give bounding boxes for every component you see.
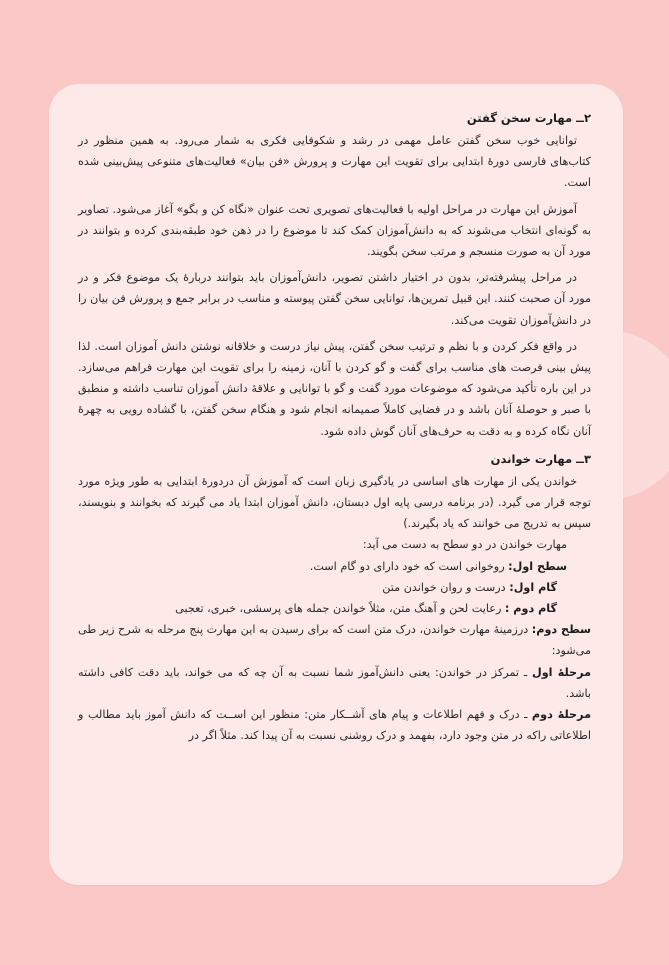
stage-2-label: مرحلهٔ دوم [531, 708, 591, 722]
step-2-label: گام دوم : [504, 602, 557, 616]
stage-1-line [78, 662, 591, 704]
stage-2-text: ـ درک و فهم اطلاعات و پیام های آشــکار متن: منظور این اســت که دانش آموز باید مطالب و اطلاعاتی راکه در متن وجود دارد، بفهمد و درک روشنی نسبت به آن پیدا کند. مثلاً اگر در [78, 708, 591, 743]
section-3-paragraph-1: خواندن یکی از مهارت های اساسی در یادگیری زبان است که آموزش آن دردورهٔ ابتدایی به طور ویژه مورد توجه قرار می گیرد. (در برنامه درسی پایه اول دبستان، دانش آموزان ابتدا یاد می گیرند که بخوانند و بنویسند، سپس به تدریج می خوانند که یاد بگیرند.) [78, 474, 591, 531]
level-2-text: درزمینهٔ مهارت خواندن، درک متن است که برای رسیدن به این مهارت پنج مرحله به شرح زیر طی می‌شود: [78, 623, 591, 658]
level-1-text: روخوانی است که خود دارای دو گام است. [309, 559, 509, 573]
section-3-heading: ۳ــ مهارت خواندن [490, 451, 591, 466]
step-1-text: درست و روان خواندن متن [382, 580, 510, 594]
stage-1-text: ـ تمرکز در خواندن: یعنی دانش‌آموز شما نسبت به آن چه که می خواند، باید دقت کافی داشته باشد. [78, 665, 591, 700]
document-body [78, 106, 591, 746]
section-2-paragraph-2: آموزش این مهارت در مراحل اولیه با فعالیت‌های تصویری تحت عنوان «نگاه کن و بگو» آغاز می‌شود. تصاویر به گونه‌ای انتخاب می‌شوند که به دانش‌آموزان کمک کند تا موضوع را در ذهن خود طبقه‌بندی کرده و بتوانند در مورد آن به صورت منسجم و مرتب سخن بگویند. [78, 202, 591, 259]
section-2-paragraph-3: در مراحل پیشرفته‌تر، بدون در اختیار داشتن تصویر، دانش‌آموزان باید بتوانند دربارهٔ یک موضوع فکر و در مورد آن صحبت کنند. این قبیل تمرین‌ها، توانایی سخن گفتن پیوسته و مناسب در برابر جمع و پرورش فن بیان را در دانش‌آموزان تقویت می‌کند. [78, 271, 591, 327]
level-1-line [78, 556, 591, 577]
step-1-line [78, 577, 591, 598]
section-2-paragraph-1: توانایی خوب سخن گفتن عامل مهمی در رشد و شکوفایی فکری به شمار می‌رود. به همین منظور در کتاب‌های فارسی دورهٔ ابتدایی برای تقویت این مهارت و پرورش «فن بیان» فعالیت‌های متنوعی پیش‌بینی شده است. [78, 134, 591, 190]
section-2-paragraph-4: در واقع فکر کردن و با نظم و ترتیب سخن گفتن، پیش نیاز درست و خلاقانه نوشتن دانش آموزان است. لذا پیش بینی فرصت های مناسب برای گفت و گو کردن با آنان، زمینه را برای تقویت این مهارت فراهم می‌سازد. در این باره تأکید می‌شود که موضوعات مورد گفت و گو با توانایی و علاقهٔ دانش آموزان تناسب داشته و منطبق با صبر و حوصلهٔ آنان باشد و در فضایی کاملاً صمیمانه انجام شود و هنگام سخن گفتن، با گشاده رویی به چهرهٔ آنان نگاه کرده و به دقت به حرف‌های آنان گوش داده شود. [78, 339, 591, 438]
reading-levels-intro: مهارت خواندن در دو سطح به دست می آید: [362, 538, 567, 552]
stage-1-label: مرحلهٔ اول [532, 665, 591, 679]
stage-2-line [78, 704, 591, 746]
step-1-label: گام اول: [509, 580, 557, 594]
level-1-label: سطح اول: [508, 559, 567, 573]
step-2-text: رعایت لحن و آهنگ متن، مثلاً خواندن جمله های پرسشی، خبری، تعجبی [175, 602, 505, 616]
section-2-heading: ۲ــ مهارت سخن گفتن [466, 111, 591, 125]
level-2-line [78, 619, 591, 661]
step-2-line [78, 598, 591, 619]
level-2-label: سطح دوم: [531, 623, 591, 637]
